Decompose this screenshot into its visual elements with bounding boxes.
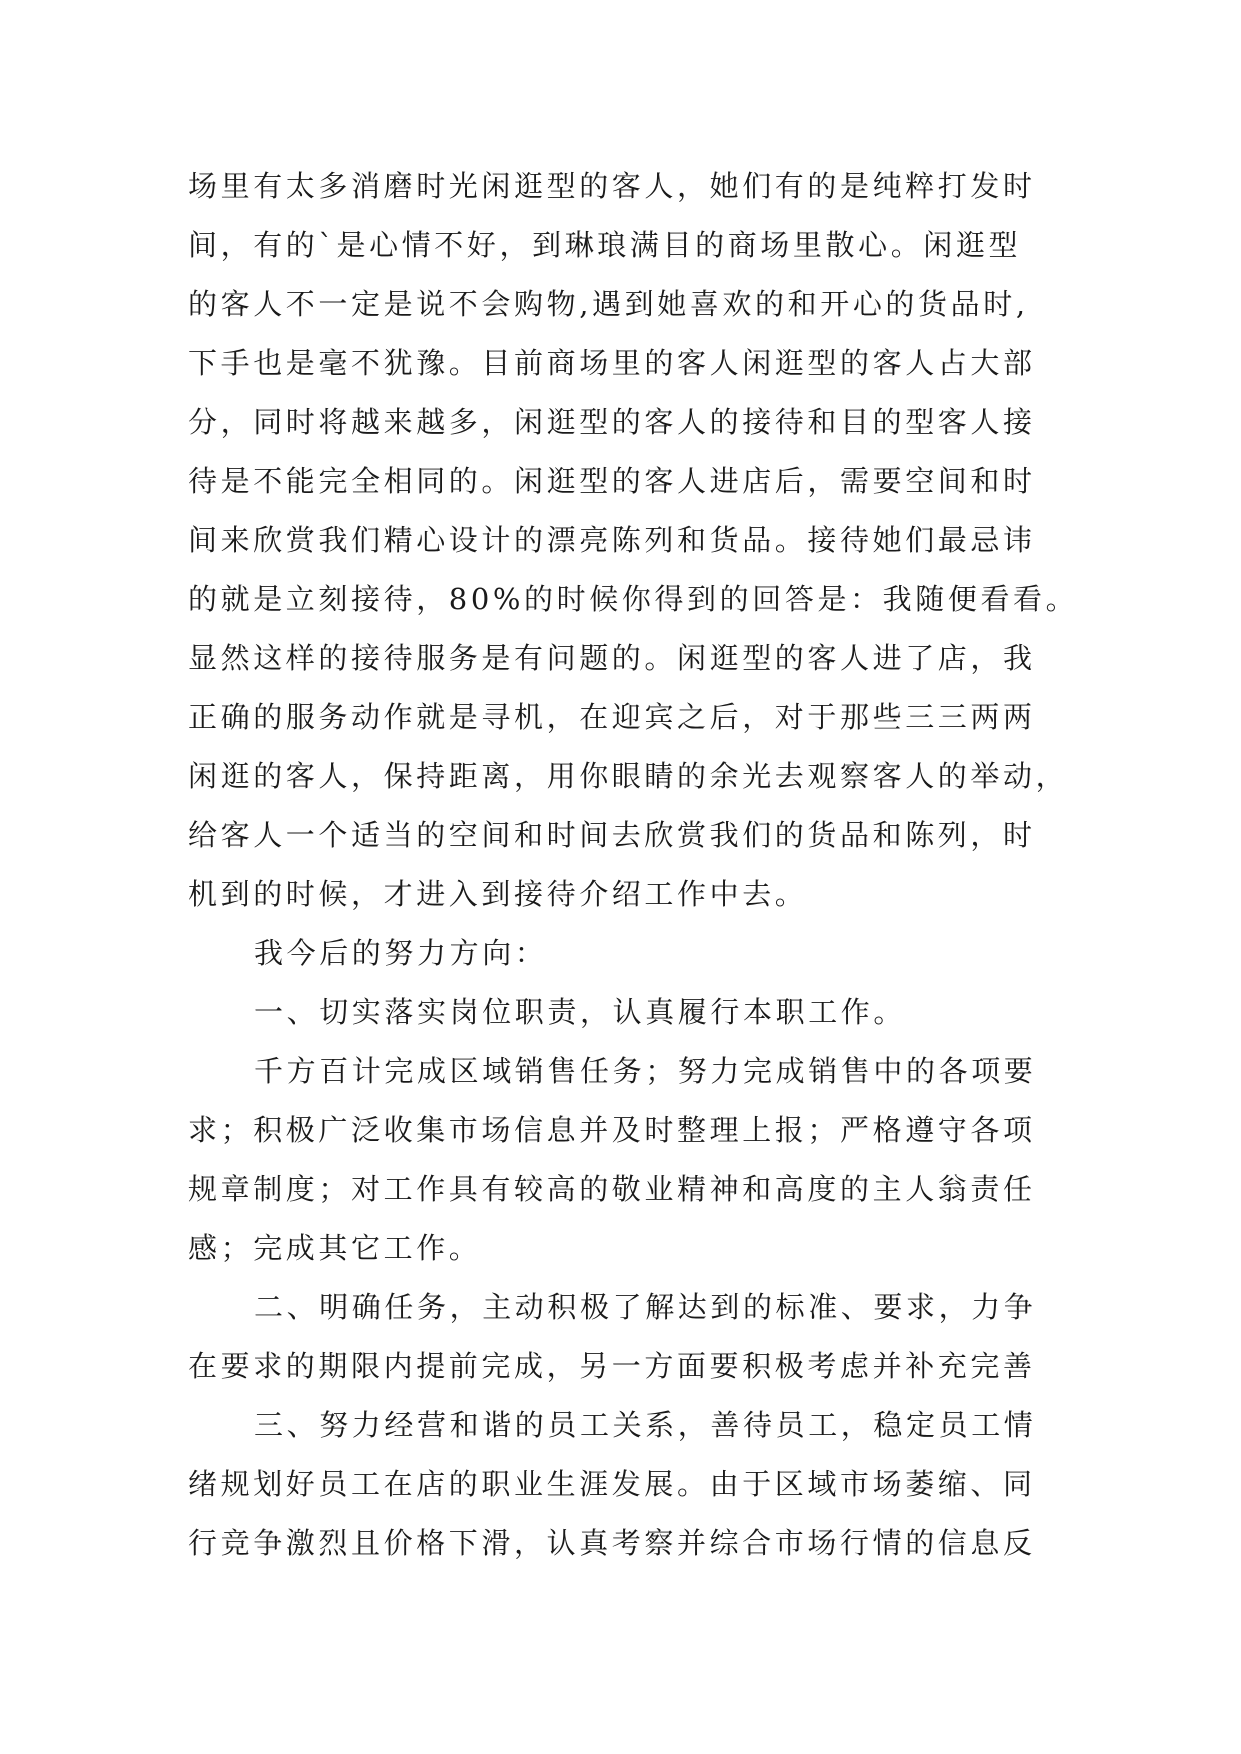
text-line: 显然这样的接待服务是有问题的。闲逛型的客人进了店，我 xyxy=(188,641,1036,675)
list-item-heading: 一、切实落实岗位职责，认真履行本职工作。 xyxy=(254,995,907,1029)
text-line: 给客人一个适当的空间和时间去欣赏我们的货品和陈列，时 xyxy=(188,818,1036,852)
list-item-heading: 三、努力经营和谐的员工关系，善待员工，稳定员工情 xyxy=(254,1408,1037,1442)
text-line: 在要求的期限内提前完成，另一方面要积极考虑并补充完善 xyxy=(188,1349,1036,1383)
text-line: 机到的时候，才进入到接待介绍工作中去。 xyxy=(188,877,808,911)
text-line: 间来欣赏我们精心设计的漂亮陈列和货品。接待她们最忌讳 xyxy=(188,523,1036,557)
text-line: 待是不能完全相同的。闲逛型的客人进店后，需要空间和时 xyxy=(188,464,1036,498)
text-line: 的客人不一定是说不会购物,遇到她喜欢的和开心的货品时, xyxy=(188,287,1029,321)
text-line: 场里有太多消磨时光闲逛型的客人，她们有的是纯粹打发时 xyxy=(188,169,1036,203)
text-line: 感；完成其它工作。 xyxy=(188,1231,482,1265)
text-line: 下手也是毫不犹豫。目前商场里的客人闲逛型的客人占大部 xyxy=(188,346,1036,380)
document-body xyxy=(188,157,1088,1573)
text-line: 绪规划好员工在店的职业生涯发展。由于区域市场萎缩、同 xyxy=(188,1467,1036,1501)
text-line: 正确的服务动作就是寻机，在迎宾之后，对于那些三三两两 xyxy=(188,700,1036,734)
text-line: 闲逛的客人，保持距离，用你眼睛的余光去观察客人的举动， xyxy=(188,759,1069,793)
text-line: 行竞争激烈且价格下滑，认真考察并综合市场行情的信息反 xyxy=(188,1526,1036,1560)
text-line: 间，有的`是心情不好，到琳琅满目的商场里散心。闲逛型 xyxy=(188,228,1022,262)
text-line: 的就是立刻接待，80%的时候你得到的回答是：我随便看看。 xyxy=(188,582,1079,616)
text-line: 千方百计完成区域销售任务；努力完成销售中的各项要 xyxy=(254,1054,1037,1088)
text-line: 分，同时将越来越多，闲逛型的客人的接待和目的型客人接 xyxy=(188,405,1036,439)
text-line: 求；积极广泛收集市场信息并及时整理上报；严格遵守各项 xyxy=(188,1113,1036,1147)
section-heading: 我今后的努力方向： xyxy=(254,936,548,970)
list-item-heading: 二、明确任务，主动积极了解达到的标准、要求，力争 xyxy=(254,1290,1037,1324)
text-line: 规章制度；对工作具有较高的敬业精神和高度的主人翁责任 xyxy=(188,1172,1036,1206)
